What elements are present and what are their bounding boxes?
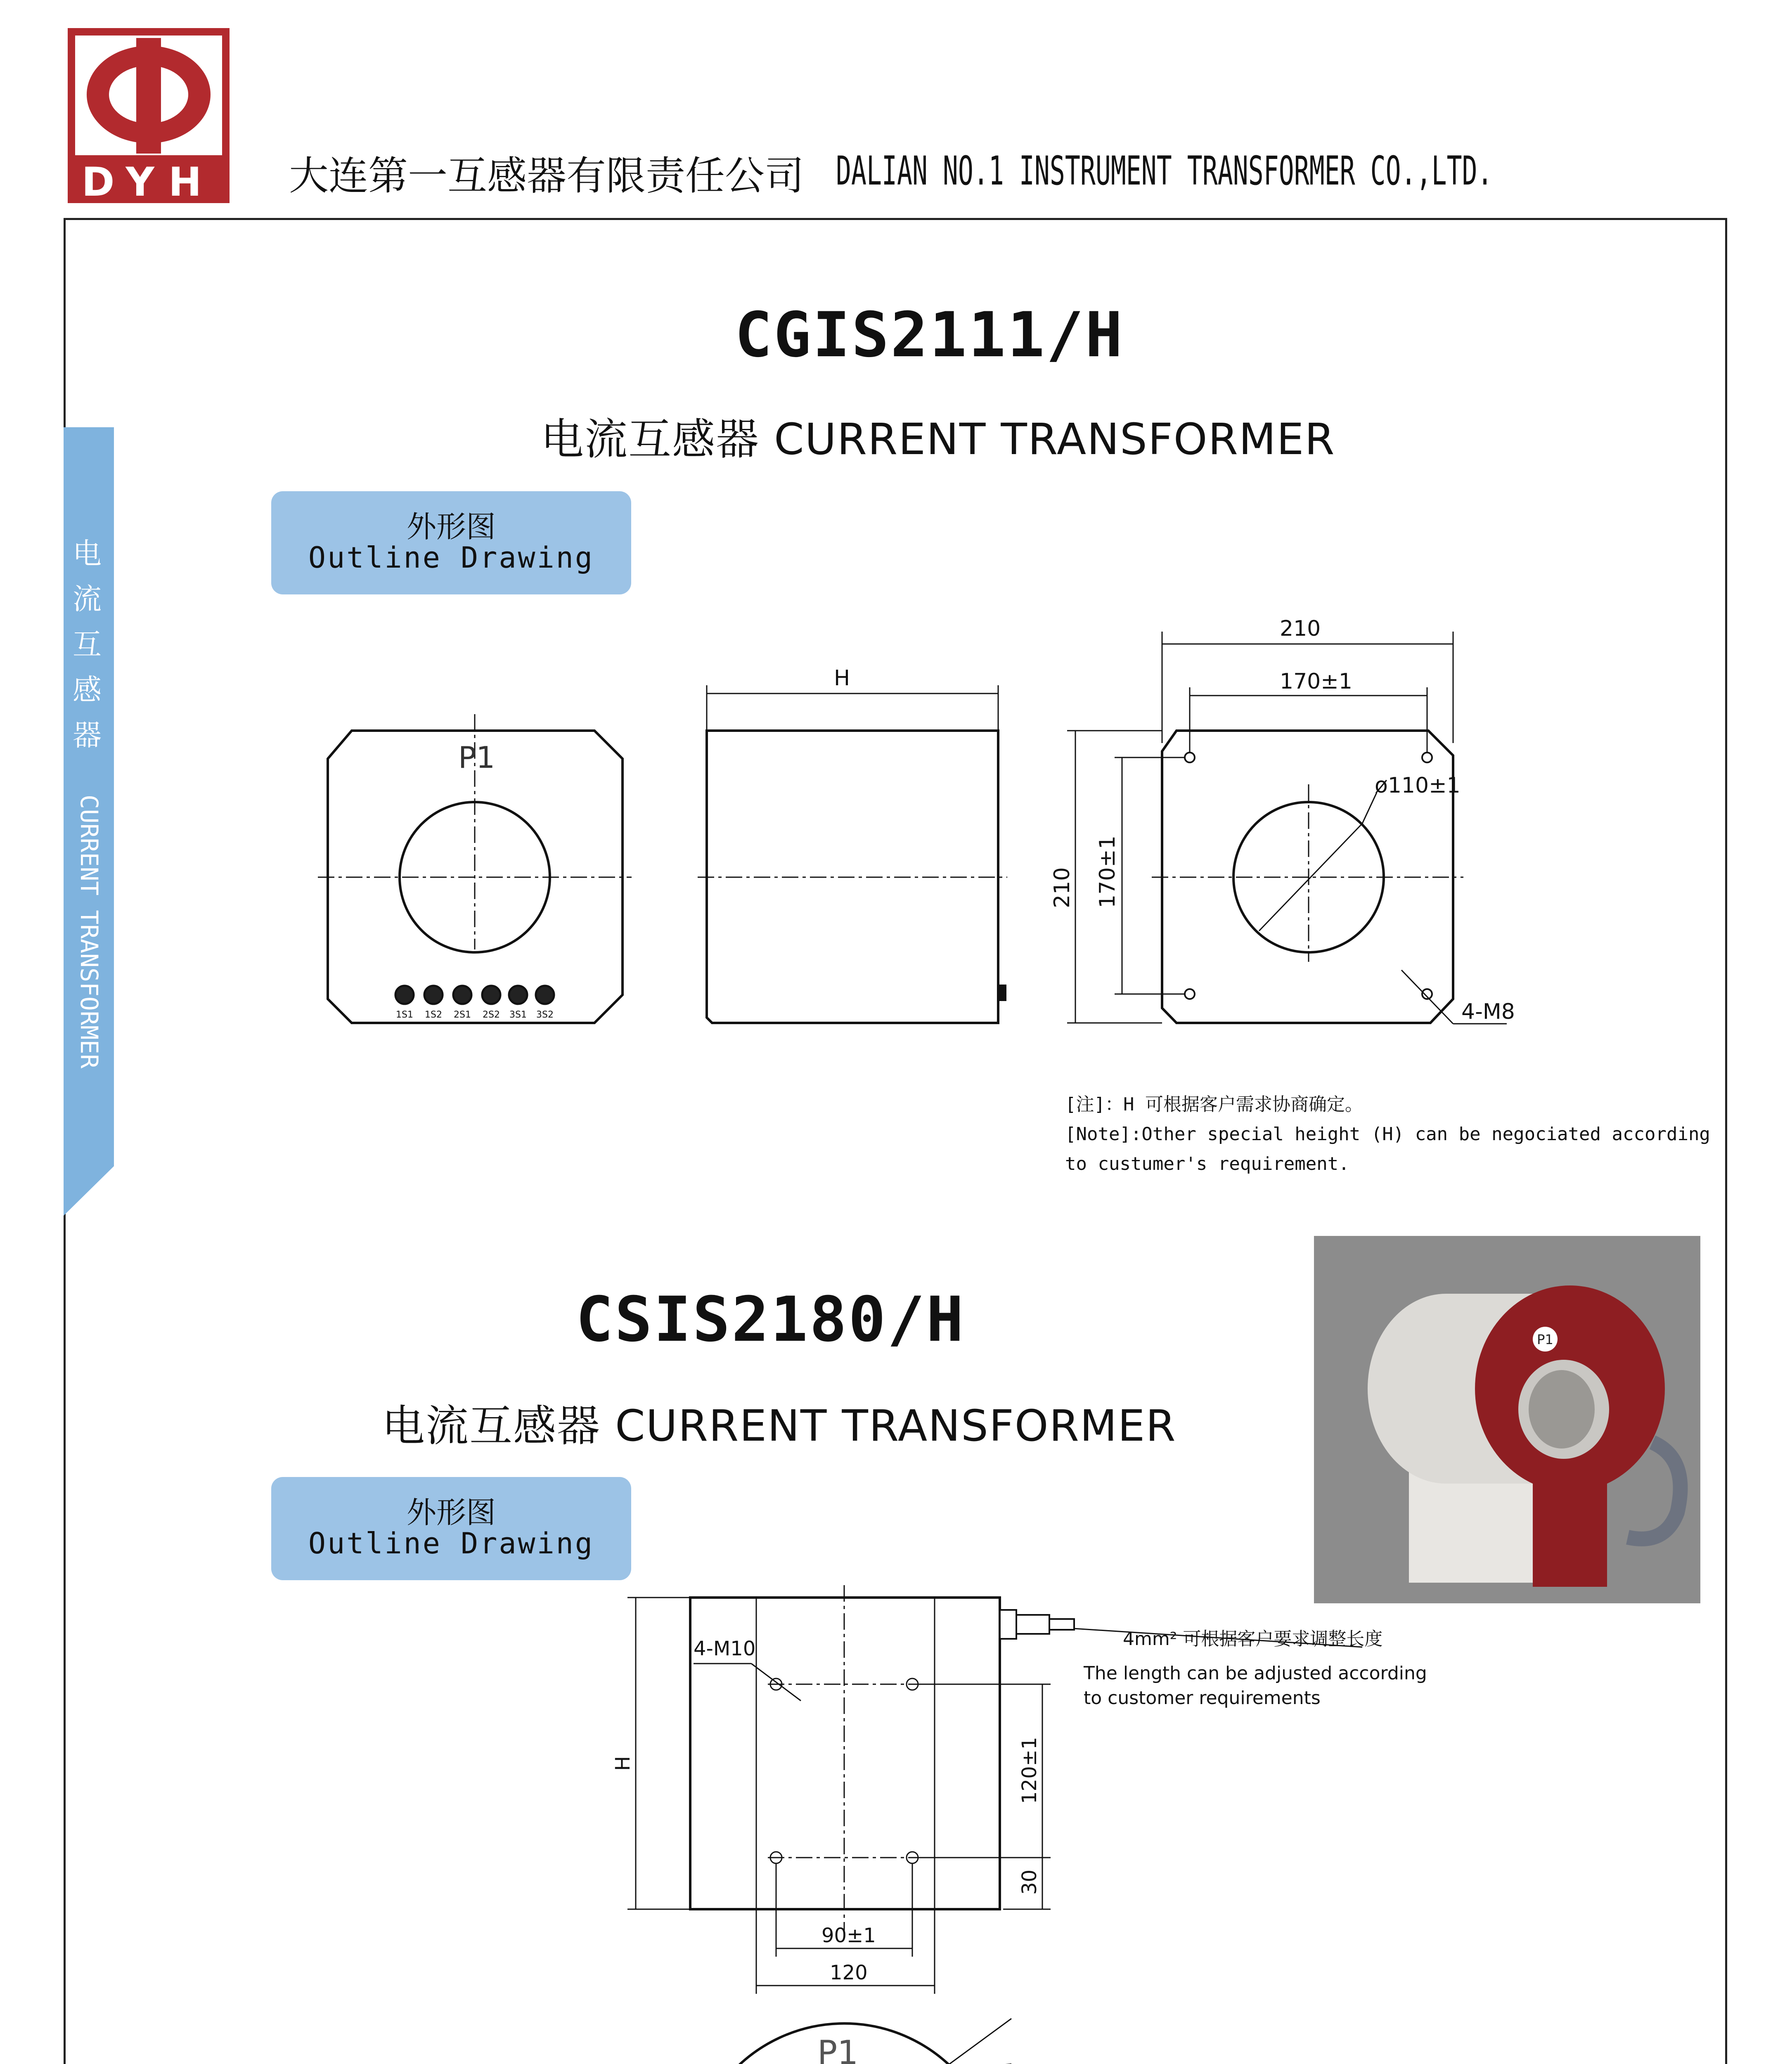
terminal-block xyxy=(395,986,554,1004)
dim-outer-width: 210 xyxy=(1280,616,1321,641)
dim-depth: H xyxy=(834,666,850,691)
terminal-5 xyxy=(509,986,527,1004)
dim-vertical-spacing: 120±1 xyxy=(1018,1737,1041,1804)
dim-hole-spacing-v: 170±1 xyxy=(1095,836,1120,908)
terminal-1 xyxy=(395,986,414,1004)
front-label-p1: P1 xyxy=(817,2033,859,2064)
badge-label-en: Outline Drawing xyxy=(308,1527,594,1560)
dim-horizontal-spacing: 90±1 xyxy=(821,1924,876,1947)
terminal-label: 3S2 xyxy=(536,1010,554,1020)
terminal-3 xyxy=(453,986,471,1004)
cable-note-zh: 4mm² 可根据客户要求调整长度 xyxy=(1123,1628,1383,1650)
dim-outer-height: 210 xyxy=(1050,867,1075,908)
dim-mounting: 4-M8 xyxy=(1461,999,1515,1024)
product1-note xyxy=(1065,1090,1710,1179)
dim-bore: ø110±1 xyxy=(1375,773,1461,798)
dim-mounting: 4-M10 xyxy=(694,1637,756,1660)
dim-height: H xyxy=(611,1756,634,1771)
side-tab-char: 感 xyxy=(73,673,102,707)
product1-model: CGIS2111/H xyxy=(735,299,1124,371)
note-zh: [注]：H 可根据客户需求协商确定。 xyxy=(1065,1094,1363,1115)
front-label-p1: P1 xyxy=(458,740,495,775)
dim-hole-spacing: 170±1 xyxy=(1280,669,1352,694)
terminal-4 xyxy=(482,986,500,1004)
terminal-label: 1S1 xyxy=(396,1010,413,1020)
side-tab-char: 流 xyxy=(73,582,102,616)
terminal-label: 2S2 xyxy=(483,1010,500,1020)
company-name-en: DALIAN NO.1 INSTRUMENT TRANSFORMER CO.,LTD. xyxy=(836,148,1493,194)
product2-outline-badge xyxy=(271,1477,631,1580)
product2-subtitle: 电流互感器 CURRENT TRANSFORMER xyxy=(382,1401,1177,1451)
side-tab-char: 电 xyxy=(73,537,102,570)
side-tab-char: 器 xyxy=(73,718,102,752)
photo-label-p1: P1 xyxy=(1537,1332,1553,1347)
cable-note-en-line1: The length can be adjusted according xyxy=(1084,1663,1427,1684)
side-tab-label: CURRENT TRANSFORMER xyxy=(75,795,103,1069)
company-name-zh: 大连第一互感器有限责任公司 xyxy=(289,153,804,199)
dim-base-width: 120 xyxy=(830,1961,868,1984)
dim-bottom-offset: 30 xyxy=(1018,1869,1041,1895)
product2-drawing xyxy=(0,1569,1792,2064)
badge-label-en: Outline Drawing xyxy=(308,541,594,575)
note-en-line1: [Note]:Other special height (H) can be negociated according xyxy=(1065,1124,1710,1145)
side-tab-char: 互 xyxy=(73,627,102,661)
cable-note-en-line2: to customer requirements xyxy=(1084,1688,1321,1709)
terminal-label: 3S1 xyxy=(509,1010,527,1020)
mount-hole xyxy=(1185,989,1195,999)
product2-model: CSIS2180/H xyxy=(576,1284,966,1356)
mount-hole xyxy=(1422,753,1432,762)
terminal-label: 1S2 xyxy=(425,1010,442,1020)
mount-hole xyxy=(1185,753,1195,762)
product-photo xyxy=(1314,1236,1700,1603)
note-en-line2: to custumer's requirement. xyxy=(1065,1153,1349,1174)
badge-label-zh: 外形图 xyxy=(406,1495,496,1530)
terminal-label: 2S1 xyxy=(454,1010,471,1020)
terminal-6 xyxy=(536,986,554,1004)
terminal-2 xyxy=(424,986,443,1004)
badge-label-zh: 外形图 xyxy=(406,509,496,544)
product1-subtitle: 电流互感器 CURRENT TRANSFORMER xyxy=(541,414,1335,464)
logo-text: DYH xyxy=(81,159,216,205)
